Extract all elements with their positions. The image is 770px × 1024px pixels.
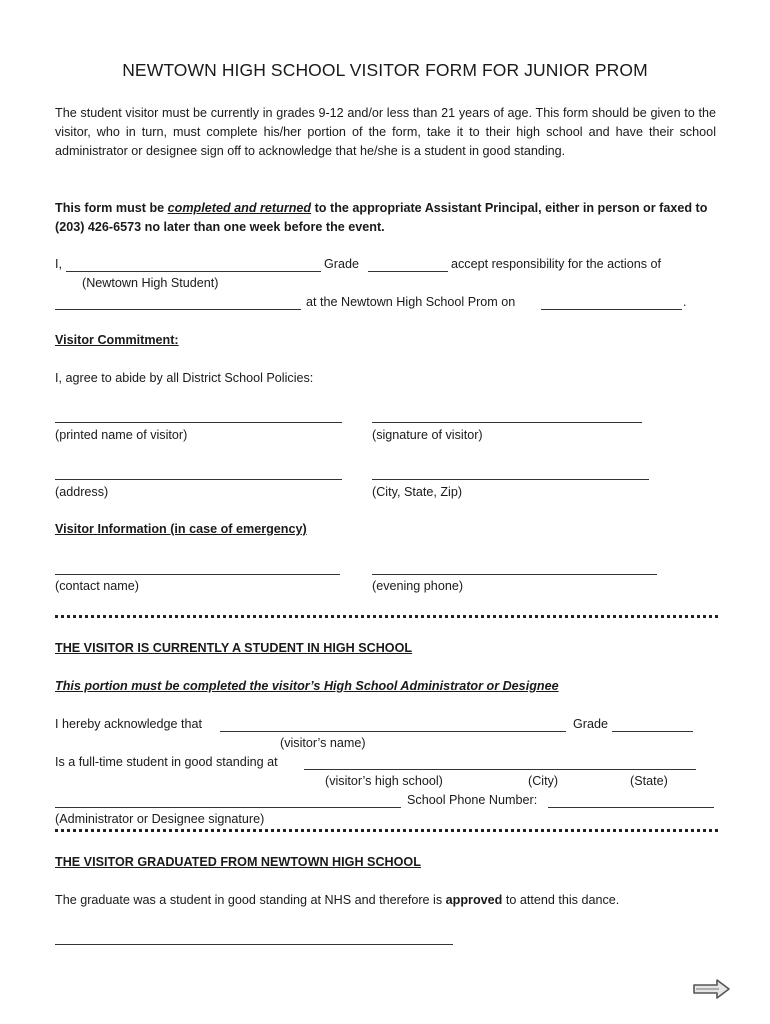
graduate-heading: THE VISITOR GRADUATED FROM NEWTOWN HIGH SCHOOL [55, 855, 421, 869]
current-student-heading: THE VISITOR IS CURRENTLY A STUDENT IN HIGH SCHOOL [55, 641, 413, 655]
printed-name-label: (printed name of visitor) [55, 428, 188, 442]
school-caption: (visitor’s high school) [325, 774, 443, 788]
student-grade-line[interactable] [368, 271, 448, 272]
acknowledged-grade-line[interactable] [612, 731, 693, 732]
school-phone-line[interactable] [548, 807, 714, 808]
page-title: NEWTOWN HIGH SCHOOL VISITOR FORM FOR JUNIOR PROM [122, 60, 648, 80]
signature-label: (signature of visitor) [372, 428, 483, 442]
good-standing-text: Is a full-time student in good standing at [55, 755, 278, 769]
graduate-statement [55, 893, 619, 907]
visitor-commitment-heading: Visitor Commitment: [55, 333, 179, 347]
section-divider [55, 615, 718, 618]
acknowledge-text: I hereby acknowledge that [55, 717, 203, 731]
visitor-info-heading: Visitor Information (in case of emergency) [55, 522, 307, 536]
intro-paragraph: The student visitor must be currently in grades 9-12 and/or less than 21 years of age. This form should be given to the visitor, who in turn, must complete his/her portion of the form, take it to their high school and have their school administrator or designee sign off to acknowledge that he/she is a student in good standing. [55, 106, 716, 158]
section-divider-2 [55, 829, 718, 832]
graduate-approved: approved [445, 893, 503, 907]
period: . [683, 295, 687, 309]
visitor-name-line[interactable] [55, 309, 301, 310]
acknowledged-name-line[interactable] [220, 731, 566, 732]
graduate-text-post: to attend this dance. [502, 893, 620, 907]
evening-phone-label: (evening phone) [372, 579, 464, 593]
city-state-zip-label: (City, State, Zip) [372, 485, 463, 499]
grade-label: Grade [324, 257, 360, 271]
submission-notice [55, 199, 716, 237]
agree-text: I, agree to abide by all District School Policies: [55, 371, 314, 385]
admin-signature-line[interactable] [55, 807, 401, 808]
school-phone-label: School Phone Number: [407, 793, 538, 807]
notice-emphasis: completed and returned [167, 201, 312, 215]
address-label: (address) [55, 485, 109, 499]
right-arrow-icon[interactable] [693, 978, 731, 1000]
city-state-zip-line[interactable] [372, 479, 649, 480]
city-caption: (City) [528, 774, 559, 788]
notice-text-pre: This form must be [55, 201, 168, 215]
contact-name-label: (contact name) [55, 579, 139, 593]
student-name-line[interactable] [66, 271, 321, 272]
prom-date-line[interactable] [541, 309, 682, 310]
grade-label-2: Grade [573, 717, 609, 731]
printed-name-line[interactable] [55, 422, 342, 423]
contact-name-line[interactable] [55, 574, 340, 575]
address-line[interactable] [55, 479, 342, 480]
graduate-text-pre: The graduate was a student in good standing at NHS and therefore is [55, 893, 446, 907]
signature-line[interactable] [372, 422, 642, 423]
current-student-subheading: This portion must be completed the visitor’s High School Administrator or Designee [55, 679, 559, 693]
student-caption: (Newtown High Student) [82, 276, 219, 290]
visitor-name-caption: (visitor’s name) [280, 736, 366, 750]
state-caption: (State) [630, 774, 668, 788]
evening-phone-line[interactable] [372, 574, 657, 575]
i-prefix: I, [55, 257, 62, 271]
high-school-line[interactable] [304, 769, 696, 770]
accept-text: accept responsibility for the actions of [451, 257, 662, 271]
notice-text-post: to the appropriate Assistant Principal, either in person or faxed to (203) 426-6573 no later than one week before the event. [55, 201, 708, 234]
graduate-signature-line[interactable] [55, 944, 453, 945]
at-prom-text: at the Newtown High School Prom on [306, 295, 516, 309]
admin-signature-label: (Administrator or Designee signature) [55, 812, 265, 826]
